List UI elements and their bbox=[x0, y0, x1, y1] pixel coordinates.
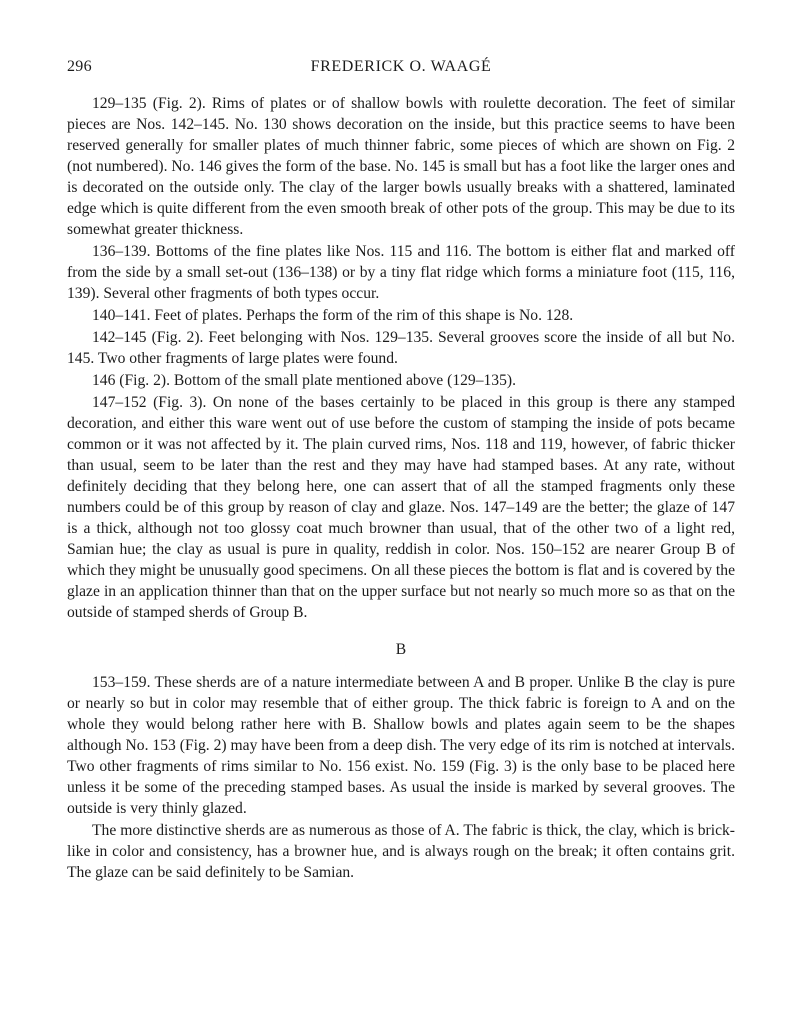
paragraph-136-139: 136–139. Bottoms of the fine plates like Nos. 115 and 116. The bottom is either flat and marked off from the side by a small set-out (136–138) or by a tiny flat ridge which forms a miniature foot (115, 116, 139). Several other fragments of both types occur. bbox=[67, 243, 735, 302]
paragraph-distinctive-sherds: The more distinctive sherds are as numerous as those of A. The fabric is thick, the clay, which is brick-like in color and consistency, has a browner hue, and is always rough on the break; it often contains grit. The glaze can be said definitely to be Samian. bbox=[67, 822, 735, 881]
body-text bbox=[67, 93, 735, 884]
paragraph-142-145: 142–145 (Fig. 2). Feet belonging with Nos. 129–135. Several grooves score the inside of all but No. 145. Two other fragments of large plates were found. bbox=[67, 329, 735, 367]
section-heading: B bbox=[395, 641, 407, 658]
running-head: FREDERICK O. WAAGÉ bbox=[310, 58, 492, 75]
page-header bbox=[67, 58, 735, 82]
paragraph-140-141: 140–141. Feet of plates. Perhaps the form of the rim of this shape is No. 128. bbox=[92, 307, 574, 324]
paragraph-129-135: 129–135 (Fig. 2). Rims of plates or of shallow bowls with roulette decoration. The feet of similar pieces are Nos. 142–145. No. 130 shows decoration on the inside, but this practice seems to have been reserved generally for smaller plates of much thinner fabric, some pieces of which are shown on Fig. 2 (not numbered). No. 146 gives the form of the base. No. 145 is small but has a foot like the larger ones and is decorated on the outside only. The clay of the larger bowls usually breaks with a shattered, laminated edge which is quite different from the even smooth break of other pots of the group. This may be due to its somewhat greater thickness. bbox=[67, 95, 735, 238]
paragraph-153-159: 153–159. These sherds are of a nature intermediate between A and B proper. Unlike B the clay is pure or nearly so but in color may resemble that of either group. The thick fabric is foreign to A and on the whole they would belong rather here with B. Shallow bowls and plates again seem to be the shapes although No. 153 (Fig. 2) may have been from a deep dish. The very edge of its rim is notched at intervals. Two other fragments of rims similar to No. 156 exist. No. 159 (Fig. 3) is the only base to be placed here unless it be some of the preceding stamped bases. As usual the inside is marked by several grooves. The outside is very thinly glazed. bbox=[67, 674, 735, 817]
paragraph-146: 146 (Fig. 2). Bottom of the small plate mentioned above (129–135). bbox=[92, 372, 516, 389]
page-number: 296 bbox=[67, 58, 92, 75]
paragraph-147-152: 147–152 (Fig. 3). On none of the bases certainly to be placed in this group is there any stamped decoration, and either this ware went out of use before the custom of stamping the inside of pots became common or it was not affected by it. The plain curved rims, Nos. 118 and 119, however, of fabric thicker than usual, seem to be later than the rest and they may have had stamped bases. At any rate, without definitely deciding that they belong here, one can assert that of all the stamped fragments only these numbers could be of this group by reason of clay and glaze. Nos. 147–149 are the better; the glaze of 147 is a thick, although not too glossy coat much browner than usual, that of the other two of a light red, Samian hue; the clay as usual is pure in quality, reddish in color. Nos. 150–152 are nearer Group B of which they might be unusually good specimens. On all these pieces the bottom is flat and is covered by the glaze in an application thinner than that on the upper surface but not nearly so much more so as that on the outside of stamped sherds of Group B. bbox=[67, 394, 735, 621]
